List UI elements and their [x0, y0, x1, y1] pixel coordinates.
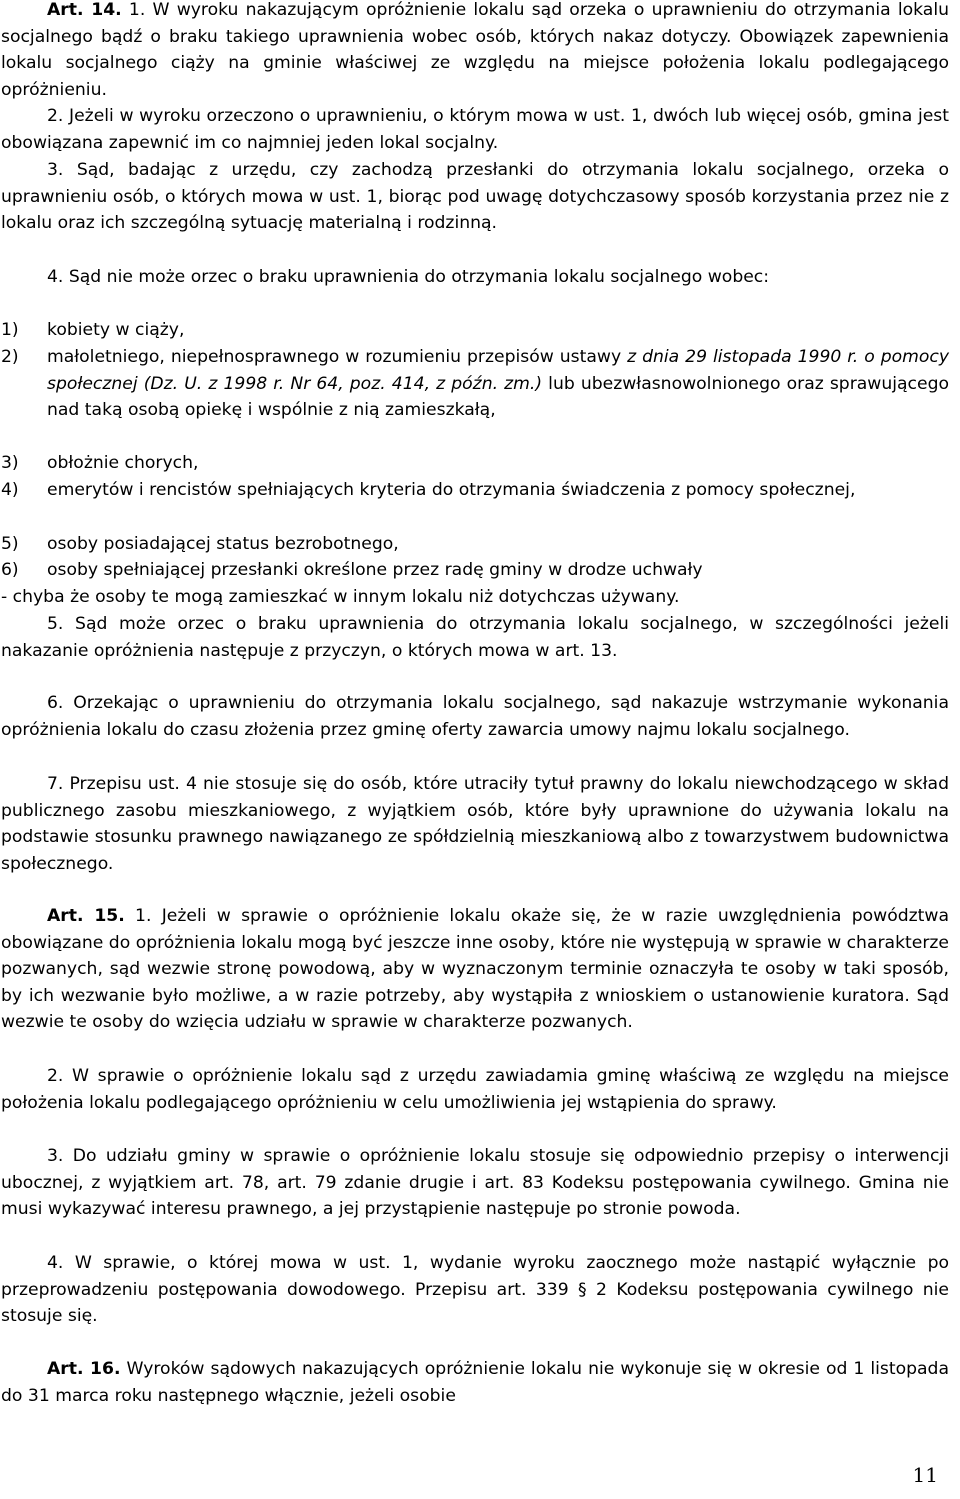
- art14-list-tail: - chyba że osoby te mogą zamieszkać w innym lokalu niż dotychczas używany.: [1, 587, 680, 607]
- list-item-number: 4): [1, 480, 19, 500]
- art14-p4-number: 4.: [47, 267, 64, 287]
- list-item-text: obłożnie chorych,: [47, 453, 199, 473]
- art15-paragraph-4: 4. W sprawie, o której mowa w ust. 1, wydanie wyroku zaocznego może nastąpić wyłącznie po przeprowadzeniu postępowania dowodowego. Przepisu art. 339 § 2 Kodeksu postępowania cywilnego nie stosuje się.: [1, 1253, 949, 1327]
- art14-paragraph-7: 7. Przepisu ust. 4 nie stosuje się do osób, które utraciły tytuł prawny do lokalu niewchodzącego w skład publicznego zasobu mieszkaniowego, z wyjątkiem osób, które były uprawnione do używania lokalu na podstawie stosunku prawnego nawiązanego ze spółdzielnią mieszkaniową albo z towarzystwem budownictwa społecznego.: [1, 774, 949, 874]
- list-item: [1, 477, 949, 504]
- art16-text-1: Wyroków sądowych nakazujących opróżnienie lokalu nie wykonuje się w okresie od 1 listopada do 31 marca roku następnego włącznie, jeżeli osobie: [1, 1359, 949, 1406]
- art14-paragraph-1: [1, 0, 949, 103]
- list-item-number: 5): [1, 534, 19, 554]
- art14-text-1: 1. W wyroku nakazującym opróżnienie lokalu sąd orzeka o uprawnieniu do otrzymania lokalu socjalnego bądź o braku takiego uprawnienia wobec osób, których nakaz dotyczy. Obowiązek zapewnienia lokalu socjalnego ciąży na gminie właściwej ze względu na miejsce położenia lokalu podlegającego opróżnieniu.: [1, 0, 949, 100]
- art14-paragraph-4: [1, 264, 949, 291]
- list-item-text-tail: lub ubezwłasnowolnionego oraz sprawującego nad taką osobą opiekę i wspólnie z nią zamieszkałą,: [47, 373, 950, 421]
- list-item: [1, 531, 949, 558]
- art14-heading: Art. 14.: [47, 0, 122, 20]
- list-item-text: osoby spełniającej przesłanki określone przez radę gminy w drodze uchwały: [47, 560, 703, 580]
- list-item-number: 1): [1, 320, 19, 340]
- art16-heading: Art. 16.: [47, 1359, 121, 1379]
- art14-paragraph-2: 2. Jeżeli w wyroku orzeczono o uprawnieniu, o którym mowa w ust. 1, dwóch lub więcej osób, gmina jest obowiązana zapewnić im co najmniej jeden lokal socjalny.: [1, 106, 949, 153]
- art14-paragraph-5: 5. Sąd może orzec o braku uprawnienia do otrzymania lokalu socjalnego, w szczególności jeżeli nakazanie opróżnienia następuje z przyczyn, o których mowa w art. 13.: [1, 614, 949, 661]
- art15-paragraph-3: 3. Do udziału gminy w sprawie o opróżnienie lokalu stosuje się odpowiednio przepisy o interwencji ubocznej, z wyjątkiem art. 78, art. 79 zdanie drugie i art. 83 Kodeksu postępowania cywilnego. Gmina nie musi wykazywać interesu prawnego, a jej przystąpienie następuje po stronie powoda.: [1, 1146, 949, 1220]
- list-item-text: małoletniego, niepełnosprawnego w rozumieniu przepisów ustawy: [47, 347, 628, 367]
- list-item-text: kobiety w ciąży,: [47, 320, 185, 340]
- list-item-number: 3): [1, 453, 19, 473]
- page-number: 11: [912, 1463, 938, 1487]
- art15-heading: Art. 15.: [47, 906, 125, 926]
- art15-text-1: 1. Jeżeli w sprawie o opróżnienie lokalu okaże się, że w razie uwzględnienia powództwa obowiązane do opróżnienia lokalu mogą być jeszcze inne osoby, które nie występują w sprawie w charakterze pozwanych, sąd wezwie stronę powodową, aby w wyznaczonym terminie oznaczyła te osoby w taki sposób, by ich wezwanie było możliwe, a w razie potrzeby, aby wystąpiła z wnioskiem o ustanowienie kuratora. Sąd wezwie te osoby do wzięcia udziału w sprawie w charakterze pozwanych.: [1, 906, 949, 1033]
- art16-paragraph-1: [1, 1356, 949, 1409]
- art15-paragraph-2: 2. W sprawie o opróżnienie lokalu sąd z urzędu zawiadamia gminę właściwą ze względu na miejsce położenia lokalu podlegającego opróżnieniu w celu umożliwienia jej wstąpienia do sprawy.: [1, 1066, 949, 1113]
- list-item-text: osoby posiadającej status bezrobotnego,: [47, 534, 399, 554]
- list-item: [1, 317, 949, 344]
- list-item: [1, 344, 949, 424]
- list-item-text: emerytów i rencistów spełniających kryteria do otrzymania świadczenia z pomocy społecznej,: [47, 480, 856, 500]
- art14-paragraph-3: 3. Sąd, badając z urzędu, czy zachodzą przesłanki do otrzymania lokalu socjalnego, orzeka o uprawnieniu osób, o których mowa w ust. 1, biorąc pod uwagę dotychczasowy sposób korzystania przez nie z lokalu oraz ich szczególną sytuację materialną i rodzinną.: [1, 160, 949, 234]
- list-item-citation: z dnia 29 listopada 1990 r. o pomocy społecznej (Dz. U. z 1998 r. Nr 64, poz. 414, z późn. zm.): [47, 347, 950, 394]
- list-item-number: 2): [1, 347, 19, 367]
- art14-p4-text: Sąd nie może orzec o braku uprawnienia do otrzymania lokalu socjalnego wobec:: [63, 267, 770, 287]
- list-item: [1, 557, 949, 584]
- list-item: [1, 450, 949, 477]
- list-item-number: 6): [1, 560, 19, 580]
- art14-paragraph-6: 6. Orzekając o uprawnieniu do otrzymania lokalu socjalnego, sąd nakazuje wstrzymanie wykonania opróżnienia lokalu do czasu złożenia przez gminę oferty zawarcia umowy najmu lokalu socjalnego.: [1, 693, 949, 740]
- art15-paragraph-1: [1, 903, 949, 1036]
